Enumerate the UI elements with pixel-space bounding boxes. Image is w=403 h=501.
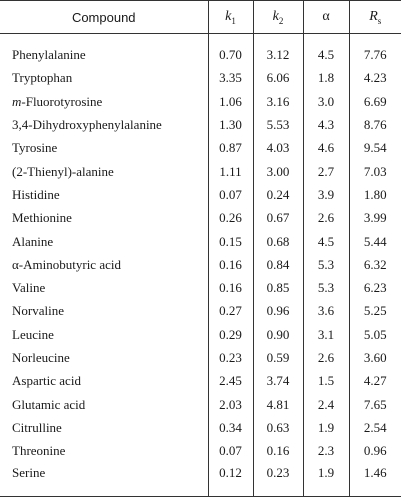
cell-compound: Tryptophan (12, 70, 73, 86)
cell-compound: Leucine (12, 326, 54, 342)
cell-rs: 8.76 (349, 113, 401, 136)
cell-compound: Norvaline (12, 303, 64, 319)
header-k2: $k_2$ (253, 1, 303, 34)
cell-rs: 4.27 (349, 369, 401, 392)
cell-k1: 2.03 (208, 392, 253, 415)
cell-compound: Phenylalanine (12, 47, 86, 63)
cell-k2: 5.53 (253, 113, 303, 136)
cell-compound: 3,4-Dihydroxyphenylalanine (12, 117, 162, 133)
cell-compound: m-Fluorotyrosine (12, 93, 103, 109)
cell-alpha: 4.6 (303, 136, 349, 159)
cell-rs: 2.54 (349, 416, 401, 439)
cell-k1: 0.70 (208, 43, 253, 66)
table-row (0, 113, 401, 136)
cell-rs: 0.96 (349, 439, 401, 462)
table-row (0, 323, 401, 346)
cell-compound: Histidine (12, 186, 60, 202)
table-row (0, 136, 401, 159)
cell-alpha: 3.6 (303, 299, 349, 322)
table-row (0, 462, 401, 497)
cell-alpha: 4.5 (303, 43, 349, 66)
cell-rs: 3.60 (349, 346, 401, 369)
table-row (0, 253, 401, 276)
cell-k1: 1.30 (208, 113, 253, 136)
table-row (0, 229, 401, 252)
table-body (0, 34, 401, 497)
cell-compound: α-Aminobutyric acid (12, 256, 121, 272)
cell-k2: 0.90 (253, 323, 303, 346)
cell-alpha: 5.3 (303, 253, 349, 276)
cell-k2: 0.84 (253, 253, 303, 276)
table-row (0, 43, 401, 66)
cell-k2: 6.06 (253, 66, 303, 89)
cell-rs: 7.65 (349, 392, 401, 415)
cell-k1: 0.87 (208, 136, 253, 159)
header-alpha: α (303, 1, 349, 34)
cell-rs: 3.99 (349, 206, 401, 229)
cell-k2: 0.16 (253, 439, 303, 462)
cell-rs: 7.76 (349, 43, 401, 66)
table-row (0, 66, 401, 89)
table-row (0, 416, 401, 439)
cell-k1: 0.27 (208, 299, 253, 322)
table-row (0, 346, 401, 369)
cell-k1: 0.07 (208, 183, 253, 206)
cell-alpha: 1.9 (303, 416, 349, 439)
header-compound: Compound (0, 1, 208, 34)
cell-compound: Methionine (12, 210, 72, 226)
cell-rs: 1.80 (349, 183, 401, 206)
cell-rs: 6.32 (349, 253, 401, 276)
header-k1: $k_1$ (208, 1, 253, 34)
cell-compound: Norleucine (12, 350, 70, 365)
cell-k2: 0.63 (253, 416, 303, 439)
cell-compound: Serine (0, 462, 208, 497)
cell-k1: 0.34 (208, 416, 253, 439)
table-row (0, 159, 401, 182)
cell-compound: Alanine (12, 233, 54, 249)
cell-k2: 3.00 (253, 159, 303, 182)
cell-k1: 3.35 (208, 66, 253, 89)
cell-k1: 0.26 (208, 206, 253, 229)
cell-k2: 3.16 (253, 90, 303, 113)
cell-compound: Glutamic acid (12, 396, 86, 412)
cell-k1: 2.45 (208, 369, 253, 392)
cell-compound: Valine (12, 280, 46, 296)
cell-rs: 5.25 (349, 299, 401, 322)
cell-rs: 7.03 (349, 159, 401, 182)
table-row (0, 392, 401, 415)
cell-k2: 3.12 (253, 43, 303, 66)
cell-alpha: 2.7 (303, 159, 349, 182)
table-row (0, 90, 401, 113)
table-row (0, 439, 401, 462)
table-row (0, 369, 401, 392)
cell-k2: 0.24 (253, 183, 303, 206)
cell-k2: 4.03 (253, 136, 303, 159)
cell-compound: Threonine (12, 443, 66, 459)
cell-compound: Tyrosine (12, 140, 58, 156)
spacer-row (0, 34, 401, 44)
cell-k1: 0.15 (208, 229, 253, 252)
cell-rs: 1.46 (349, 462, 401, 497)
cell-k2: 0.67 (253, 206, 303, 229)
cell-rs: 4.23 (349, 66, 401, 89)
cell-k2: 4.81 (253, 392, 303, 415)
cell-alpha: 5.3 (303, 276, 349, 299)
cell-compound: Aspartic acid (12, 373, 81, 389)
table-header-row (0, 1, 401, 34)
cell-compound: Citrulline (12, 419, 62, 435)
cell-rs: 9.54 (349, 136, 401, 159)
cell-alpha: 3.9 (303, 183, 349, 206)
cell-k1: 0.12 (208, 462, 253, 497)
table-row (0, 299, 401, 322)
cell-alpha: 3.0 (303, 90, 349, 113)
cell-k1: 0.16 (208, 253, 253, 276)
table-row (0, 206, 401, 229)
cell-rs: 5.05 (349, 323, 401, 346)
cell-alpha: 1.8 (303, 66, 349, 89)
cell-k2: 3.74 (253, 369, 303, 392)
table-row (0, 276, 401, 299)
cell-alpha: 2.3 (303, 439, 349, 462)
cell-alpha: 2.6 (303, 206, 349, 229)
cell-alpha: 1.9 (303, 462, 349, 497)
cell-rs: 6.69 (349, 90, 401, 113)
cell-alpha: 4.5 (303, 229, 349, 252)
cell-k1: 0.07 (208, 439, 253, 462)
cell-alpha: 2.6 (303, 346, 349, 369)
cell-k2: 0.59 (253, 346, 303, 369)
cell-k2: 0.23 (253, 462, 303, 497)
cell-k1: 0.29 (208, 323, 253, 346)
table-row (0, 183, 401, 206)
cell-k1: 0.23 (208, 346, 253, 369)
cell-rs: 5.44 (349, 229, 401, 252)
cell-alpha: 4.3 (303, 113, 349, 136)
cell-alpha: 3.1 (303, 323, 349, 346)
cell-k1: 1.06 (208, 90, 253, 113)
cell-rs: 6.23 (349, 276, 401, 299)
cell-alpha: 2.4 (303, 392, 349, 415)
cell-k2: 0.96 (253, 299, 303, 322)
header-rs: $R_s$ (349, 1, 401, 34)
cell-k1: 0.16 (208, 276, 253, 299)
cell-k2: 0.85 (253, 276, 303, 299)
cell-k1: 1.11 (208, 159, 253, 182)
cell-alpha: 1.5 (303, 369, 349, 392)
cell-k2: 0.68 (253, 229, 303, 252)
cell-compound: (2-Thienyl)-alanine (12, 163, 114, 179)
